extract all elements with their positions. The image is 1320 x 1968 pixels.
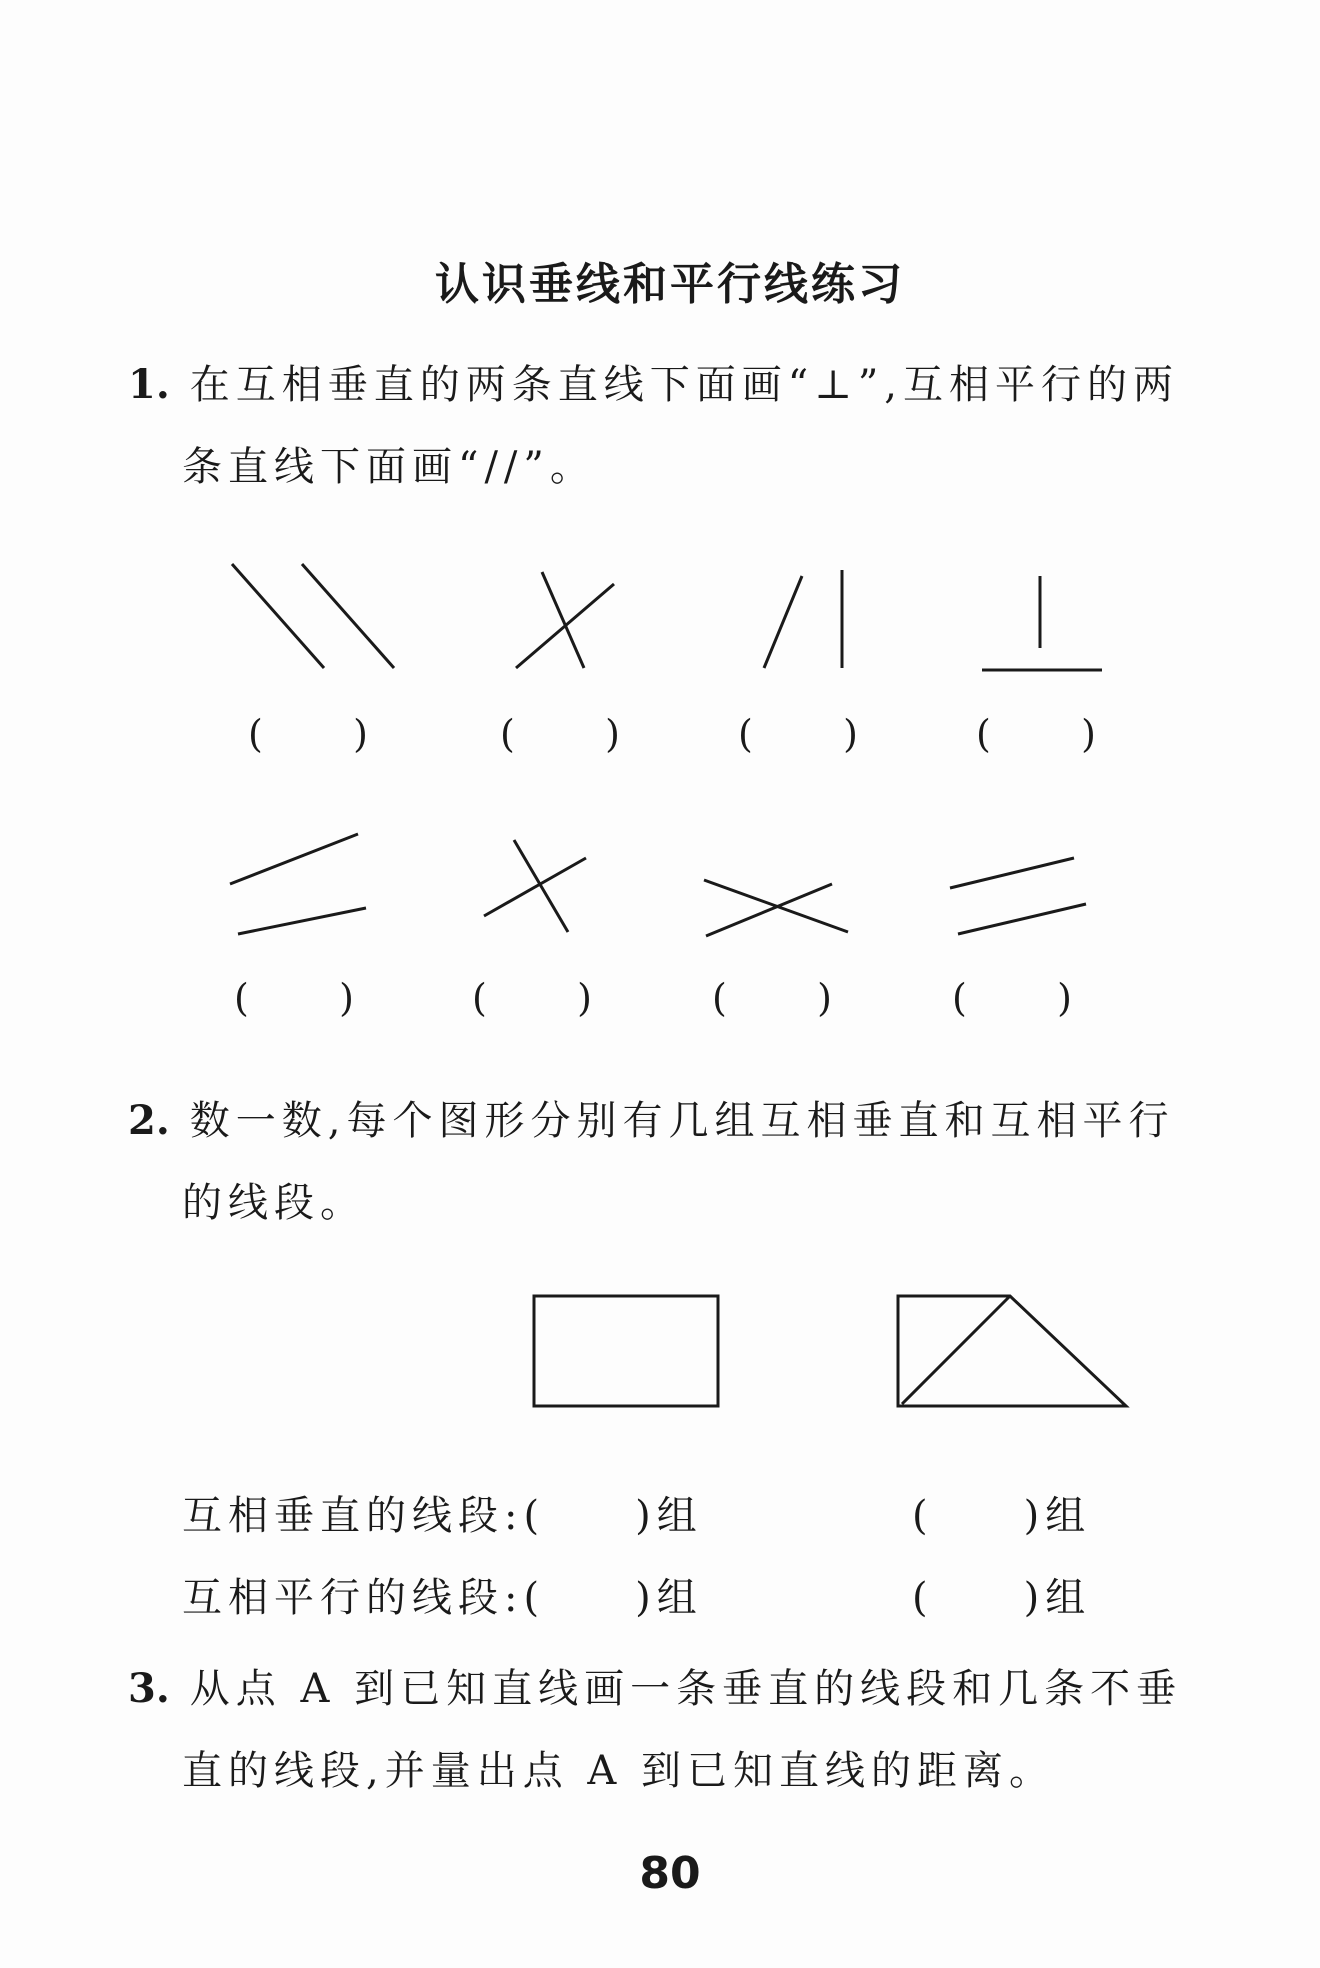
rectangle-shape xyxy=(534,1296,718,1406)
paren-open: ( xyxy=(976,712,991,756)
paren-open: ( xyxy=(912,1493,934,1539)
paren-open: ( xyxy=(500,712,515,756)
question-2-text-line1: 数一数,每个图形分别有几组互相垂直和互相平行 xyxy=(189,1098,1175,1144)
answer-paren-6[interactable] xyxy=(472,976,592,1020)
paren-close: ) xyxy=(577,976,592,1020)
question-3-number: 3. xyxy=(128,1665,170,1712)
perpendicular-label-text: 互相垂直的线段:( xyxy=(182,1493,546,1539)
figure-4-perpendicular xyxy=(982,576,1102,670)
figure-5-parallel-lines xyxy=(230,834,366,934)
paren-close: ) xyxy=(339,976,354,1020)
question-2-number: 2. xyxy=(128,1097,170,1144)
figure-2-intersecting xyxy=(516,572,614,668)
answer-paren-4[interactable] xyxy=(976,712,1096,756)
question-1-number: 1. xyxy=(128,361,170,408)
answer-paren-7[interactable] xyxy=(712,976,832,1020)
question-1-text-line2: 条直线下面画“//”。 xyxy=(182,444,596,490)
paren-open: ( xyxy=(248,712,263,756)
trapezoid-shape xyxy=(898,1296,1126,1406)
group-unit: )组 xyxy=(1023,1575,1092,1621)
parallel-label-text: 互相平行的线段:( xyxy=(182,1575,546,1621)
answer-paren-1[interactable] xyxy=(248,712,368,756)
figure-8-parallel-lines xyxy=(950,858,1086,934)
answer-paren-8[interactable] xyxy=(952,976,1072,1020)
paren-close: ) xyxy=(353,712,368,756)
paren-close: ) xyxy=(843,712,858,756)
page-number: 80 xyxy=(639,1848,701,1899)
answer-paren-5[interactable] xyxy=(234,976,354,1020)
group-unit: )组 xyxy=(635,1575,703,1621)
question-3-text-line2: 直的线段,并量出点 A 到已知直线的距离。 xyxy=(182,1748,1056,1794)
parallel-count-label xyxy=(182,1566,703,1623)
parallel-count-label-2 xyxy=(912,1566,1091,1623)
paren-close: ) xyxy=(1081,712,1096,756)
figure-7-intersecting-x xyxy=(704,880,848,936)
paren-open: ( xyxy=(912,1575,934,1621)
question-3-text-line1: 从点 A 到已知直线画一条垂直的线段和几条不垂 xyxy=(189,1666,1183,1712)
perpendicular-count-label-2 xyxy=(912,1484,1091,1541)
figure-1-parallel-diagonal xyxy=(232,564,394,668)
figure-6-perpendicular-tilted xyxy=(484,840,586,932)
group-unit: )组 xyxy=(1023,1493,1092,1539)
paren-open: ( xyxy=(738,712,753,756)
paren-close: ) xyxy=(817,976,832,1020)
paren-open: ( xyxy=(234,976,249,1020)
answer-paren-2[interactable] xyxy=(500,712,620,756)
paren-open: ( xyxy=(952,976,967,1020)
paren-open: ( xyxy=(712,976,727,1020)
perpendicular-count-label xyxy=(182,1484,703,1541)
page-title: 认识垂线和平行线练习 xyxy=(435,259,905,310)
question-1-text-line1: 在互相垂直的两条直线下面画“⊥”,互相平行的两 xyxy=(189,362,1179,408)
answer-paren-3[interactable] xyxy=(738,712,858,756)
question-3 xyxy=(128,1648,1238,1812)
question-2-text-line2: 的线段。 xyxy=(182,1180,366,1226)
group-unit: )组 xyxy=(635,1493,703,1539)
paren-close: ) xyxy=(605,712,620,756)
question-2 xyxy=(128,1080,1238,1244)
paren-open: ( xyxy=(472,976,487,1020)
paren-close: ) xyxy=(1057,976,1072,1020)
figure-3-nonparallel xyxy=(764,570,842,668)
